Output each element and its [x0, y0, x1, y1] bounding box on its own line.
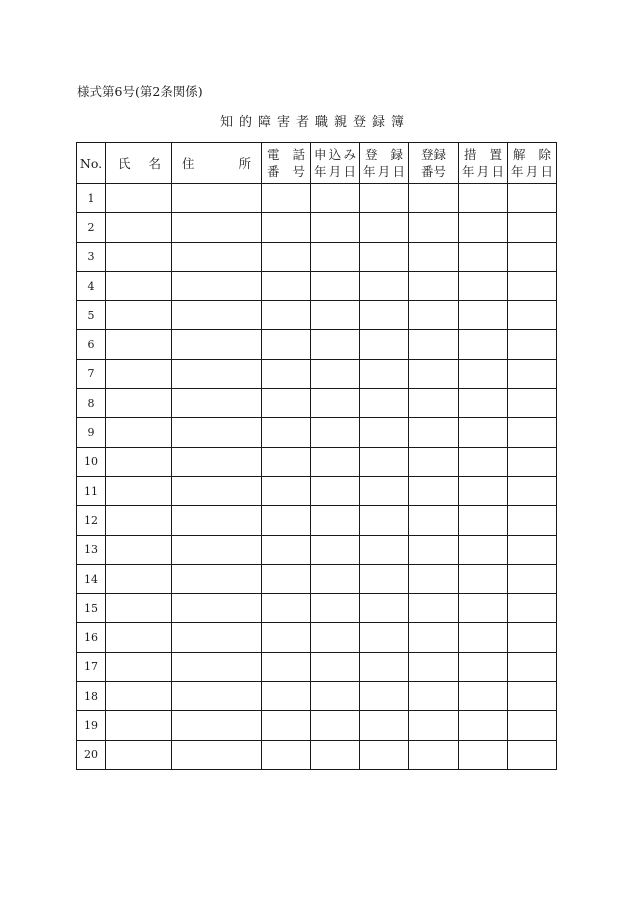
cell-application-date[interactable] [311, 389, 360, 418]
header-text: 月 [476, 164, 490, 179]
row-number: 4 [77, 271, 106, 300]
table-row [77, 330, 557, 359]
cell-application-date[interactable] [311, 652, 360, 681]
table-row [77, 652, 557, 681]
form-label: 様式第6号(第2条関係) [77, 84, 203, 99]
cell-registration-date[interactable] [360, 271, 409, 300]
cell-name[interactable] [106, 213, 172, 242]
table-row [77, 418, 557, 447]
cell-measure-date[interactable] [459, 740, 508, 769]
header-text: 月 [377, 164, 391, 179]
cell-cancellation-date[interactable] [508, 506, 557, 535]
header-text: 日 [392, 164, 405, 179]
row-number: 11 [77, 476, 106, 505]
cell-registration-number[interactable] [409, 301, 459, 330]
row-number: 2 [77, 213, 106, 242]
cell-name[interactable] [106, 682, 172, 711]
cell-phone[interactable] [262, 535, 311, 564]
cell-measure-date[interactable] [459, 184, 508, 213]
row-number: 14 [77, 564, 106, 593]
table-row [77, 476, 557, 505]
row-number: 7 [77, 359, 106, 388]
cell-address[interactable] [172, 564, 262, 593]
cell-application-date[interactable] [311, 359, 360, 388]
header-address [172, 143, 262, 184]
cell-name[interactable] [106, 242, 172, 271]
header-registration-number [409, 143, 459, 184]
cell-application-date[interactable] [311, 184, 360, 213]
cell-name[interactable] [106, 535, 172, 564]
cell-name[interactable] [106, 359, 172, 388]
table-row [77, 271, 557, 300]
table-row [77, 389, 557, 418]
cell-application-date[interactable] [311, 447, 360, 476]
cell-address[interactable] [172, 594, 262, 623]
row-number: 12 [77, 506, 106, 535]
cell-name[interactable] [106, 271, 172, 300]
cell-application-date[interactable] [311, 213, 360, 242]
cell-application-date[interactable] [311, 301, 360, 330]
cell-registration-date[interactable] [360, 623, 409, 652]
cell-cancellation-date[interactable] [508, 711, 557, 740]
row-number: 5 [77, 301, 106, 330]
cell-registration-number[interactable] [409, 184, 459, 213]
header-text: 年 [511, 164, 524, 179]
cell-phone[interactable] [262, 682, 311, 711]
cell-cancellation-date[interactable] [508, 301, 557, 330]
cell-cancellation-date[interactable] [508, 476, 557, 505]
cell-registration-date[interactable] [360, 682, 409, 711]
table-row [77, 359, 557, 388]
cell-cancellation-date[interactable] [508, 682, 557, 711]
cell-phone[interactable] [262, 242, 311, 271]
cell-registration-date[interactable] [360, 740, 409, 769]
cell-registration-number[interactable] [409, 271, 459, 300]
cell-application-date[interactable] [311, 623, 360, 652]
header-address-char: 住 [182, 155, 195, 171]
header-text: 込 [328, 147, 342, 162]
cell-registration-date[interactable] [360, 564, 409, 593]
header-text: 年 [314, 164, 327, 179]
cell-registration-number[interactable] [409, 418, 459, 447]
cell-registration-number[interactable] [409, 506, 459, 535]
cell-registration-date[interactable] [360, 242, 409, 271]
cell-application-date[interactable] [311, 564, 360, 593]
cell-address[interactable] [172, 506, 262, 535]
table-row [77, 301, 557, 330]
header-text: 番 [267, 164, 280, 179]
cell-phone[interactable] [262, 301, 311, 330]
cell-name[interactable] [106, 447, 172, 476]
cell-address[interactable] [172, 213, 262, 242]
table-row [77, 213, 557, 242]
cell-registration-date[interactable] [360, 535, 409, 564]
cell-registration-number[interactable] [409, 711, 459, 740]
cell-measure-date[interactable] [459, 242, 508, 271]
cell-phone[interactable] [262, 418, 311, 447]
cell-cancellation-date[interactable] [508, 418, 557, 447]
header-registration-date [360, 143, 409, 184]
cell-registration-date[interactable] [360, 711, 409, 740]
row-number: 16 [77, 623, 106, 652]
header-text: 置 [489, 147, 502, 162]
header-text: 登録 [420, 147, 446, 162]
cell-registration-number[interactable] [409, 242, 459, 271]
cell-registration-date[interactable] [360, 447, 409, 476]
header-text: 日 [491, 164, 504, 179]
cell-address[interactable] [172, 476, 262, 505]
cell-address[interactable] [172, 359, 262, 388]
table-row [77, 682, 557, 711]
row-number: 9 [77, 418, 106, 447]
header-name-char: 氏 [118, 155, 131, 171]
cell-measure-date[interactable] [459, 652, 508, 681]
cell-cancellation-date[interactable] [508, 447, 557, 476]
cell-cancellation-date[interactable] [508, 564, 557, 593]
cell-registration-date[interactable] [360, 301, 409, 330]
cell-registration-number[interactable] [409, 652, 459, 681]
header-cancellation-date [508, 143, 557, 184]
header-text: み [343, 147, 356, 162]
cell-cancellation-date[interactable] [508, 330, 557, 359]
cell-name[interactable] [106, 418, 172, 447]
cell-phone[interactable] [262, 476, 311, 505]
cell-measure-date[interactable] [459, 535, 508, 564]
cell-name[interactable] [106, 711, 172, 740]
row-number: 3 [77, 242, 106, 271]
header-text: 登 [365, 147, 378, 162]
cell-name[interactable] [106, 301, 172, 330]
cell-address[interactable] [172, 301, 262, 330]
cell-measure-date[interactable] [459, 389, 508, 418]
cell-phone[interactable] [262, 711, 311, 740]
cell-cancellation-date[interactable] [508, 184, 557, 213]
cell-application-date[interactable] [311, 418, 360, 447]
cell-measure-date[interactable] [459, 447, 508, 476]
row-number: 18 [77, 682, 106, 711]
table-row [77, 623, 557, 652]
cell-application-date[interactable] [311, 535, 360, 564]
cell-cancellation-date[interactable] [508, 594, 557, 623]
cell-address[interactable] [172, 184, 262, 213]
header-measure-date [459, 143, 508, 184]
cell-registration-date[interactable] [360, 506, 409, 535]
header-text: 年 [363, 164, 376, 179]
cell-application-date[interactable] [311, 682, 360, 711]
cell-cancellation-date[interactable] [508, 623, 557, 652]
cell-registration-date[interactable] [360, 330, 409, 359]
cell-measure-date[interactable] [459, 476, 508, 505]
register-body [77, 184, 557, 770]
cell-measure-date[interactable] [459, 711, 508, 740]
header-text: 月 [328, 164, 342, 179]
cell-registration-number[interactable] [409, 476, 459, 505]
cell-address[interactable] [172, 271, 262, 300]
cell-name[interactable] [106, 740, 172, 769]
cell-phone[interactable] [262, 740, 311, 769]
table-row [77, 242, 557, 271]
cell-registration-number[interactable] [409, 447, 459, 476]
cell-registration-number[interactable] [409, 213, 459, 242]
cell-registration-number[interactable] [409, 564, 459, 593]
row-number: 15 [77, 594, 106, 623]
cell-measure-date[interactable] [459, 623, 508, 652]
header-text: 申 [314, 147, 327, 162]
table-row [77, 447, 557, 476]
cell-name[interactable] [106, 594, 172, 623]
cell-name[interactable] [106, 476, 172, 505]
cell-name[interactable] [106, 506, 172, 535]
cell-phone[interactable] [262, 330, 311, 359]
cell-cancellation-date[interactable] [508, 652, 557, 681]
cell-phone[interactable] [262, 213, 311, 242]
cell-phone[interactable] [262, 447, 311, 476]
cell-address[interactable] [172, 652, 262, 681]
cell-phone[interactable] [262, 271, 311, 300]
header-text: 電 [267, 147, 280, 162]
cell-name[interactable] [106, 652, 172, 681]
cell-name[interactable] [106, 330, 172, 359]
table-row [77, 740, 557, 769]
row-number: 8 [77, 389, 106, 418]
header-text: 解 [513, 147, 526, 162]
header-name-char: 名 [148, 155, 161, 171]
header-text: 除 [538, 147, 551, 162]
cell-measure-date[interactable] [459, 330, 508, 359]
cell-phone[interactable] [262, 652, 311, 681]
cell-measure-date[interactable] [459, 359, 508, 388]
cell-measure-date[interactable] [459, 682, 508, 711]
cell-registration-number[interactable] [409, 623, 459, 652]
cell-cancellation-date[interactable] [508, 535, 557, 564]
header-row [77, 143, 557, 184]
cell-cancellation-date[interactable] [508, 242, 557, 271]
cell-registration-date[interactable] [360, 213, 409, 242]
cell-measure-date[interactable] [459, 213, 508, 242]
cell-registration-date[interactable] [360, 652, 409, 681]
row-number: 10 [77, 447, 106, 476]
header-application-date [311, 143, 360, 184]
header-text: 日 [343, 164, 356, 179]
cell-registration-date[interactable] [360, 389, 409, 418]
cell-address[interactable] [172, 740, 262, 769]
cell-application-date[interactable] [311, 271, 360, 300]
cell-registration-number[interactable] [409, 330, 459, 359]
cell-address[interactable] [172, 330, 262, 359]
cell-address[interactable] [172, 447, 262, 476]
header-text: 番号 [420, 164, 446, 179]
header-no: No. [77, 143, 106, 184]
cell-name[interactable] [106, 389, 172, 418]
cell-registration-date[interactable] [360, 184, 409, 213]
cell-cancellation-date[interactable] [508, 271, 557, 300]
cell-application-date[interactable] [311, 740, 360, 769]
row-number: 17 [77, 652, 106, 681]
row-number: 19 [77, 711, 106, 740]
register-table [76, 142, 557, 770]
cell-registration-number[interactable] [409, 682, 459, 711]
cell-phone[interactable] [262, 389, 311, 418]
cell-measure-date[interactable] [459, 506, 508, 535]
document-title: 知的障害者職親登録簿 [219, 115, 410, 130]
cell-name[interactable] [106, 184, 172, 213]
header-text: 日 [540, 164, 553, 179]
cell-cancellation-date[interactable] [508, 213, 557, 242]
header-text: 号 [292, 164, 305, 179]
cell-registration-number[interactable] [409, 359, 459, 388]
cell-registration-date[interactable] [360, 476, 409, 505]
header-phone [262, 143, 311, 184]
header-name [106, 143, 172, 184]
header-text: 録 [390, 147, 403, 162]
header-address-char: 所 [238, 155, 251, 171]
table-row [77, 564, 557, 593]
cell-application-date[interactable] [311, 476, 360, 505]
cell-measure-date[interactable] [459, 564, 508, 593]
cell-registration-date[interactable] [360, 418, 409, 447]
table-row [77, 506, 557, 535]
cell-application-date[interactable] [311, 242, 360, 271]
header-text: 話 [292, 147, 305, 162]
cell-registration-number[interactable] [409, 389, 459, 418]
cell-measure-date[interactable] [459, 594, 508, 623]
cell-address[interactable] [172, 242, 262, 271]
cell-phone[interactable] [262, 359, 311, 388]
cell-phone[interactable] [262, 564, 311, 593]
cell-application-date[interactable] [311, 594, 360, 623]
header-text: 措 [464, 147, 477, 162]
cell-phone[interactable] [262, 623, 311, 652]
cell-application-date[interactable] [311, 330, 360, 359]
cell-measure-date[interactable] [459, 301, 508, 330]
cell-measure-date[interactable] [459, 418, 508, 447]
cell-address[interactable] [172, 682, 262, 711]
table-row [77, 184, 557, 213]
table-row [77, 535, 557, 564]
cell-application-date[interactable] [311, 711, 360, 740]
cell-address[interactable] [172, 623, 262, 652]
cell-registration-date[interactable] [360, 594, 409, 623]
cell-registration-date[interactable] [360, 359, 409, 388]
cell-phone[interactable] [262, 594, 311, 623]
cell-address[interactable] [172, 389, 262, 418]
cell-phone[interactable] [262, 506, 311, 535]
cell-phone[interactable] [262, 184, 311, 213]
header-text: 年 [462, 164, 475, 179]
table-row [77, 594, 557, 623]
cell-address[interactable] [172, 418, 262, 447]
cell-registration-number[interactable] [409, 594, 459, 623]
cell-cancellation-date[interactable] [508, 359, 557, 388]
cell-name[interactable] [106, 623, 172, 652]
row-number: 6 [77, 330, 106, 359]
cell-measure-date[interactable] [459, 271, 508, 300]
header-text: 月 [525, 164, 539, 179]
cell-name[interactable] [106, 564, 172, 593]
cell-registration-number[interactable] [409, 535, 459, 564]
row-number: 13 [77, 535, 106, 564]
cell-cancellation-date[interactable] [508, 389, 557, 418]
cell-application-date[interactable] [311, 506, 360, 535]
cell-registration-number[interactable] [409, 740, 459, 769]
table-row [77, 711, 557, 740]
cell-address[interactable] [172, 535, 262, 564]
cell-cancellation-date[interactable] [508, 740, 557, 769]
row-number: 20 [77, 740, 106, 769]
cell-address[interactable] [172, 711, 262, 740]
row-number: 1 [77, 184, 106, 213]
